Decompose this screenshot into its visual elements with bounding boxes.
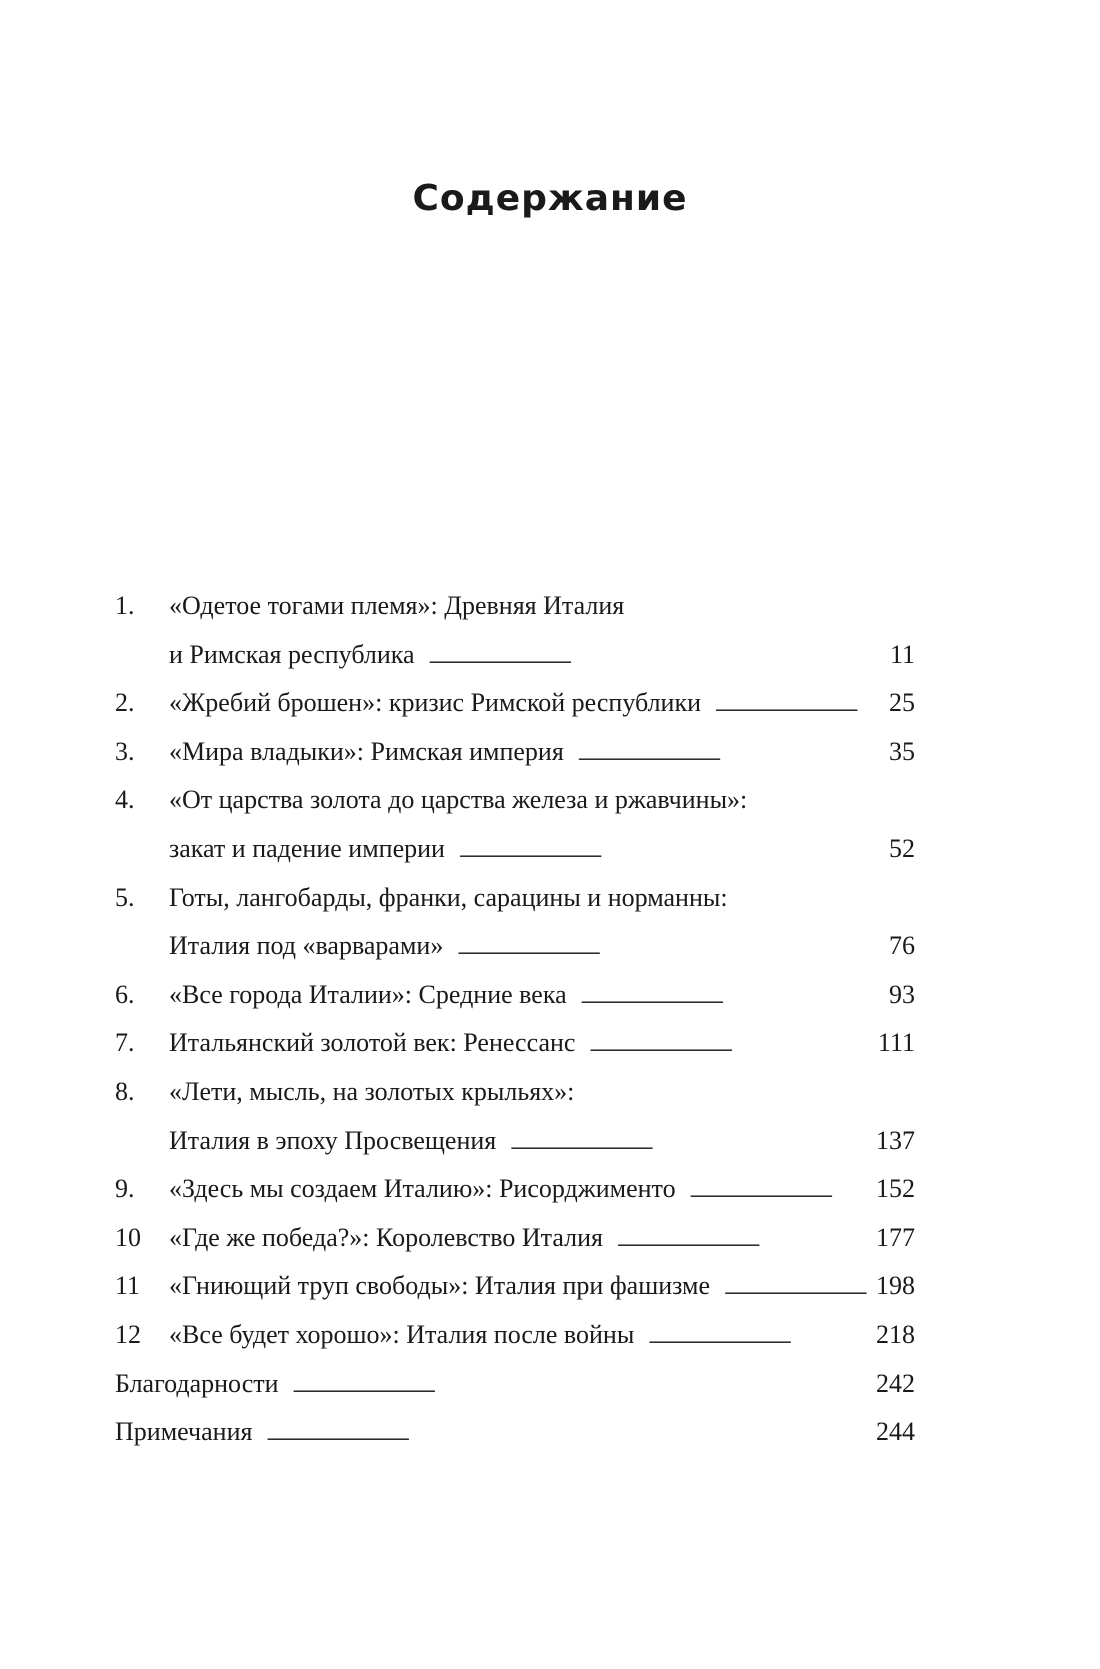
- toc-page-number: 11: [889, 639, 915, 669]
- toc-line: [115, 1068, 915, 1117]
- toc-entry-title: «Лети, мысль, на золотых крыльях»:: [169, 1076, 575, 1106]
- toc-entry[interactable]: [115, 582, 915, 679]
- toc-line: [115, 679, 915, 728]
- toc-entry-number: 11: [115, 1271, 141, 1301]
- toc-entry[interactable]: [115, 1408, 915, 1457]
- toc-entry-number: 6.: [115, 979, 135, 1009]
- toc-entry-title: Готы, лангобарды, франки, сарацины и норманны:: [169, 882, 728, 912]
- toc-entry-title: «Где же победа?»: Королевство Италия: [169, 1222, 603, 1252]
- toc-entry-title: Италия в эпоху Просвещения: [169, 1125, 497, 1155]
- toc-entry-title: «Здесь мы создаем Италию»: Рисорджименто: [169, 1174, 676, 1204]
- toc-line: [115, 1408, 915, 1457]
- toc-entry[interactable]: [115, 1262, 915, 1311]
- toc-entry-title: «Все города Италии»: Средние века: [169, 979, 567, 1009]
- dot-leader: [589, 1019, 869, 1073]
- toc-line: [115, 1117, 915, 1166]
- toc-page-number: 198: [876, 1271, 915, 1301]
- toc-entry-number: 1.: [115, 591, 135, 620]
- toc-line: [115, 874, 915, 923]
- dot-leader: [578, 728, 881, 782]
- toc-page-number: 152: [876, 1174, 915, 1204]
- toc-page-number: 25: [889, 688, 915, 718]
- toc-entry-number: 10: [115, 1222, 141, 1252]
- dot-leader: [581, 971, 881, 1025]
- dot-leader: [617, 1214, 868, 1268]
- toc-line: [115, 1019, 915, 1068]
- toc-entry-title: закат и падение империи: [169, 833, 445, 863]
- dot-leader: [724, 1262, 868, 1316]
- toc-entry-number: 4.: [115, 785, 135, 815]
- toc-page-number: 76: [889, 931, 915, 961]
- toc-entry[interactable]: [115, 1214, 915, 1263]
- toc-entry[interactable]: [115, 728, 915, 777]
- dot-leader: [293, 1360, 868, 1414]
- toc-entry-title: Италия под «варварами»: [169, 931, 444, 961]
- toc-entry-number: 5.: [115, 882, 135, 912]
- toc-line: [115, 1262, 915, 1311]
- toc-page-number: 111: [877, 1028, 915, 1058]
- toc-line: [115, 582, 915, 631]
- toc-entry-number: 7.: [115, 1028, 135, 1058]
- toc-entry-number: 3.: [115, 736, 135, 766]
- toc-entry-title: «Мира владыки»: Римская империя: [169, 736, 564, 766]
- toc-page-number: 177: [876, 1222, 915, 1252]
- toc-entry[interactable]: [115, 971, 915, 1020]
- toc-entry-title: «Все будет хорошо»: Италия после войны: [169, 1319, 635, 1349]
- toc-line: [115, 631, 915, 680]
- toc-entry-title: «Одетое тогами племя»: Древняя Италия: [169, 591, 625, 620]
- toc-entry-number: 9.: [115, 1174, 135, 1204]
- dot-leader: [266, 1408, 868, 1462]
- toc-entry-title: «Гниющий труп свободы»: Италия при фашизме: [169, 1271, 711, 1301]
- dot-leader: [429, 631, 882, 685]
- toc-entry[interactable]: [115, 1068, 915, 1165]
- toc-line: [115, 971, 915, 1020]
- toc-entry-title: Благодарности: [115, 1368, 279, 1398]
- toc-line: [115, 1311, 915, 1360]
- toc-page-number: 35: [889, 736, 915, 766]
- toc-entry[interactable]: [115, 1360, 915, 1409]
- toc-entry[interactable]: [115, 1165, 915, 1214]
- toc-page-number: 137: [876, 1125, 915, 1155]
- dot-leader: [715, 679, 881, 733]
- toc-entry-number: 12: [115, 1319, 141, 1349]
- toc-line: [115, 825, 915, 874]
- toc-entry-number: 8.: [115, 1076, 135, 1106]
- toc-entry-title: «Жребий брошен»: кризис Римской республики: [169, 688, 701, 718]
- toc-page-number: 93: [889, 979, 915, 1009]
- toc-entry[interactable]: [115, 679, 915, 728]
- toc-line: [115, 1214, 915, 1263]
- toc-page-number: 52: [889, 833, 915, 863]
- toc-line: [115, 776, 915, 825]
- toc-page-number: 218: [876, 1319, 915, 1349]
- toc-entry[interactable]: [115, 1019, 915, 1068]
- toc-entry[interactable]: [115, 776, 915, 873]
- toc-page-number: 244: [876, 1417, 915, 1447]
- toc-entry-number: 2.: [115, 688, 135, 718]
- toc-line: [115, 1165, 915, 1214]
- dot-leader: [459, 825, 881, 879]
- dot-leader: [690, 1165, 868, 1219]
- toc-line: [115, 922, 915, 971]
- dot-leader: [457, 922, 881, 976]
- toc-entry[interactable]: [115, 874, 915, 971]
- dot-leader: [510, 1117, 868, 1171]
- toc-entry-title: «От царства золота до царства железа и ржавчины»:: [169, 785, 748, 815]
- dot-leader: [648, 1311, 868, 1365]
- toc-line: [115, 1360, 915, 1409]
- table-of-contents: [115, 582, 915, 1457]
- toc-line: [115, 728, 915, 777]
- page-title: Содержание: [412, 178, 688, 219]
- toc-entry[interactable]: [115, 1311, 915, 1360]
- toc-page-number: 242: [876, 1368, 915, 1398]
- toc-entry-title: и Римская республика: [169, 639, 415, 669]
- toc-entry-title: Итальянский золотой век: Ренессанс: [169, 1028, 576, 1058]
- toc-entry-title: Примечания: [115, 1417, 253, 1447]
